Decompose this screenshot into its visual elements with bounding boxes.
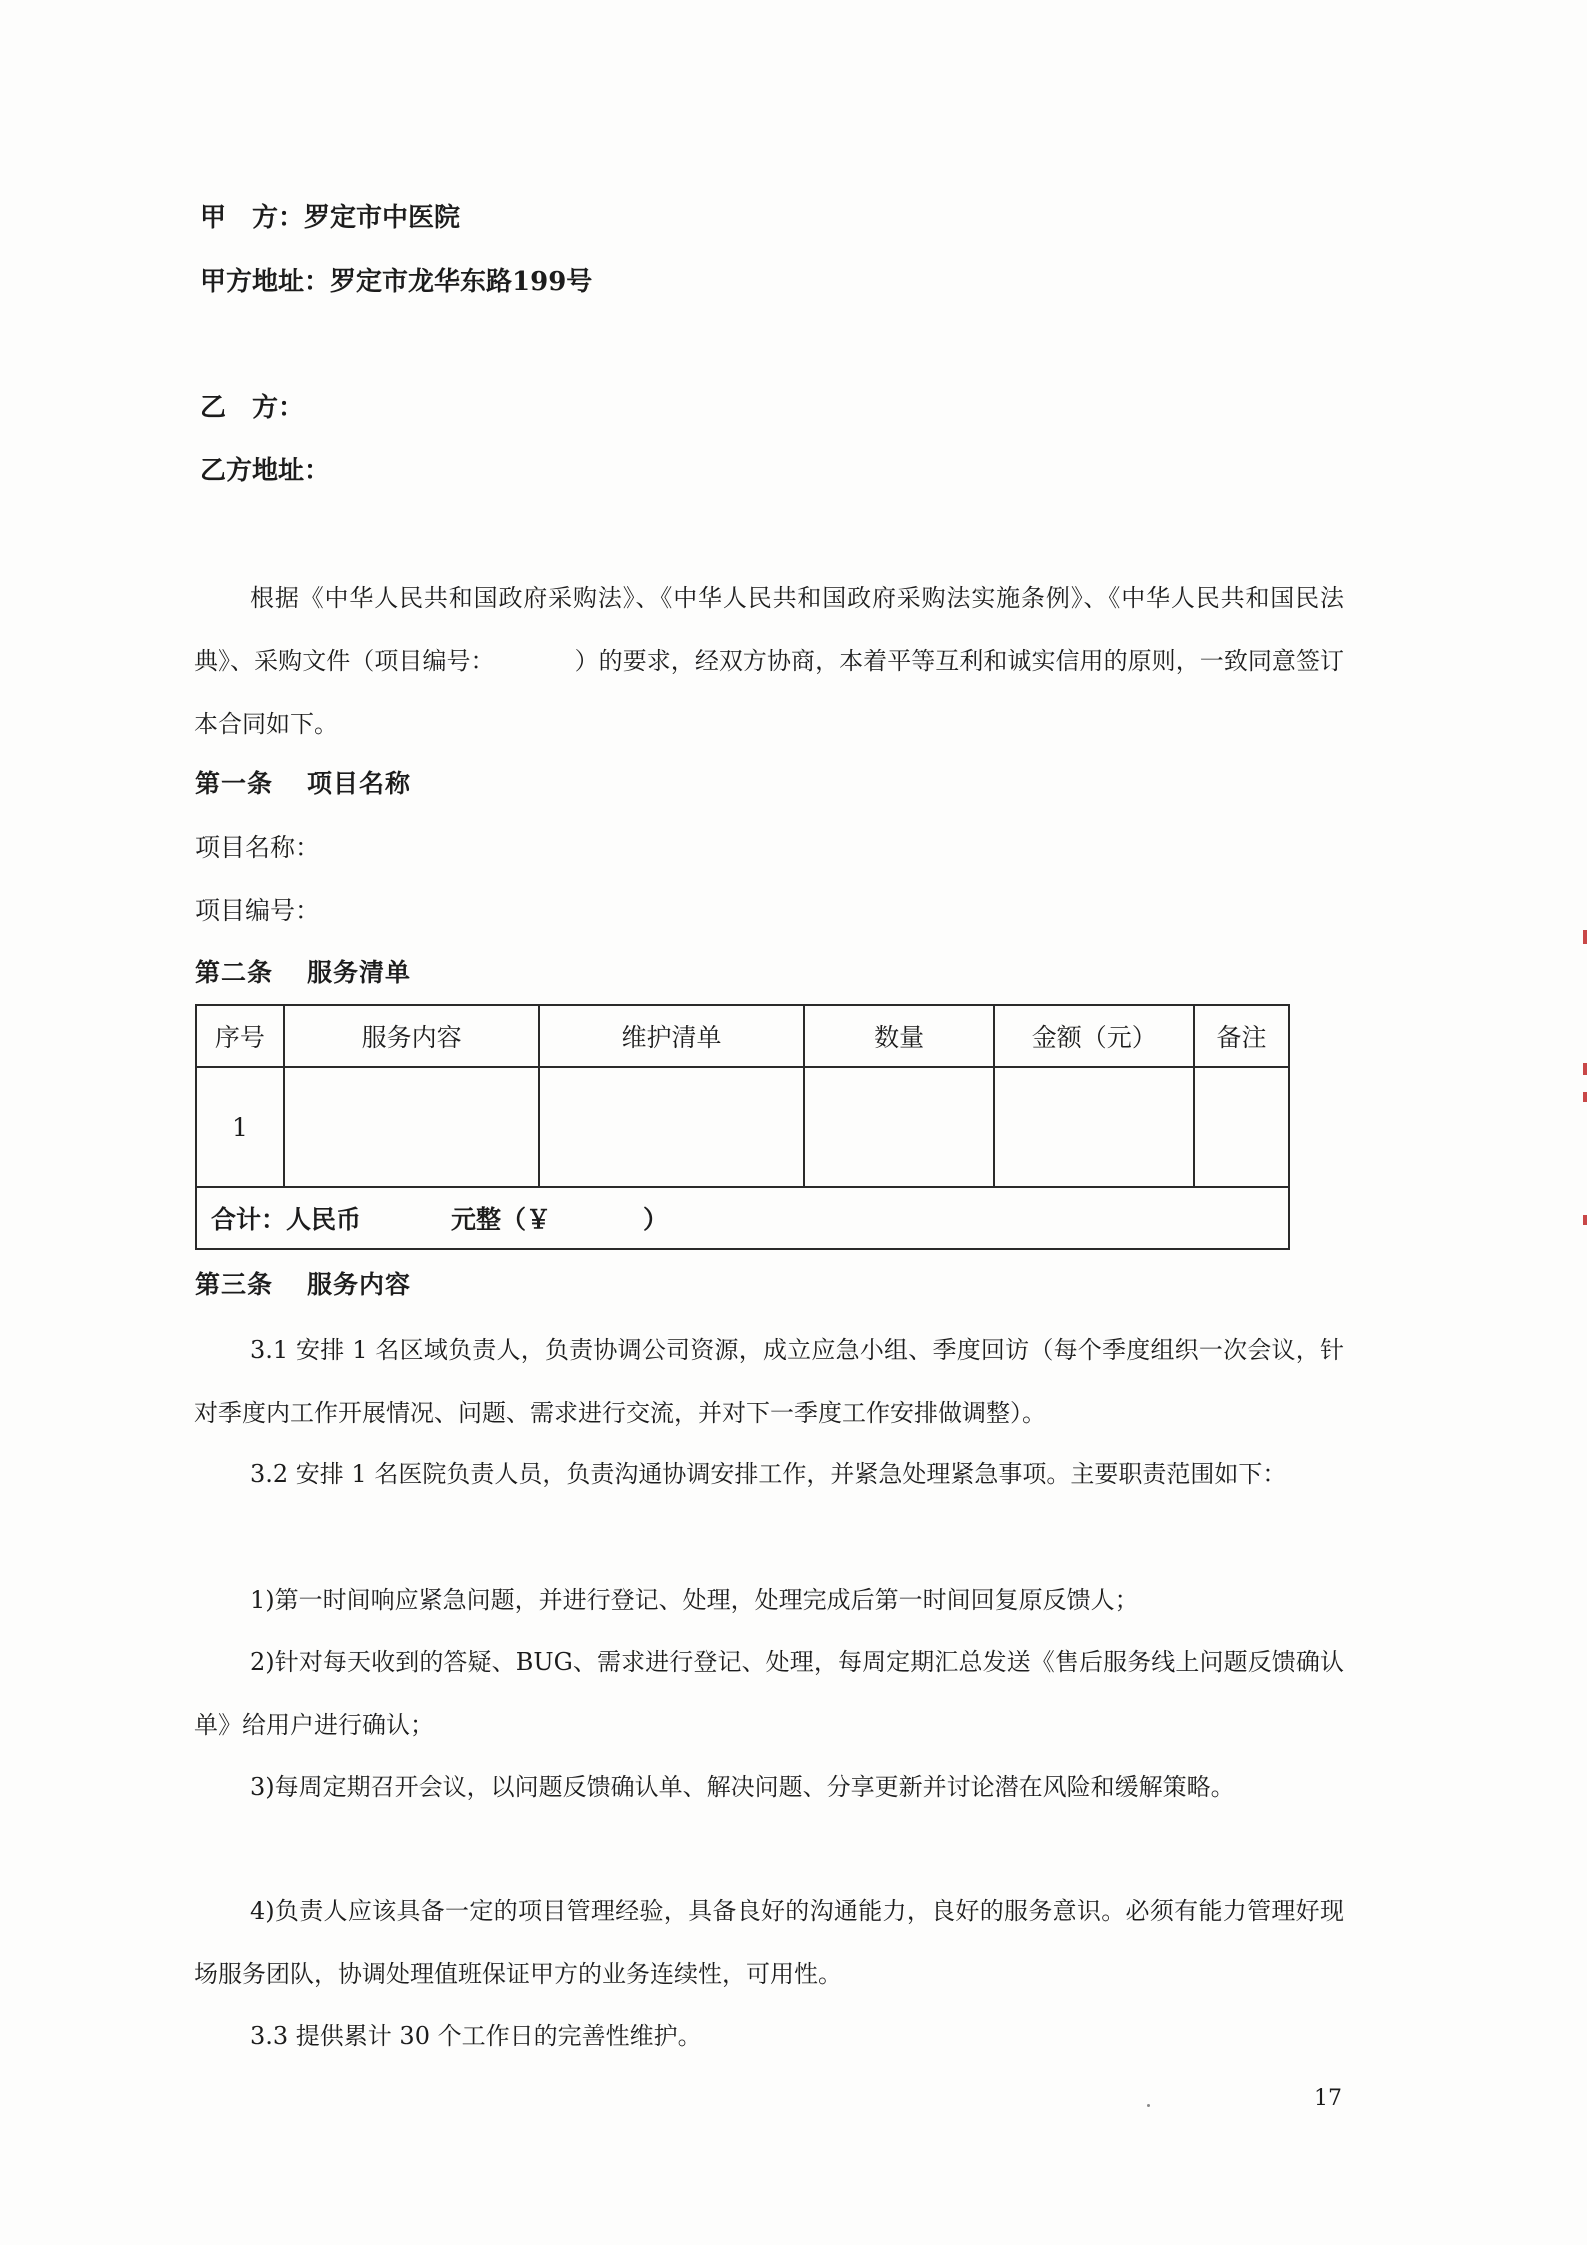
- article1-heading: [195, 766, 411, 802]
- header-cell: 维护清单: [539, 1005, 803, 1067]
- clause-3-2: 3.2 安排 1 名医院负责人员，负责沟通协调安排工作，并紧急处理紧急事项。主要职责范围如下：: [250, 1460, 1287, 1488]
- table-cell: [994, 1067, 1194, 1187]
- intro-part2: ）的要求，经双方协商，本着平等互利和诚实信用的原则，一致同意签订本合同如下。: [194, 647, 1344, 738]
- header-cell: 备注: [1194, 1005, 1289, 1067]
- party-a-line: [200, 200, 460, 236]
- clause-3-3: 3.3 提供累计 30 个工作日的完善性维护。: [250, 2022, 702, 2050]
- scan-dot: [1147, 2104, 1150, 2107]
- party-a-address-label: 甲方地址：: [200, 267, 331, 297]
- duty-item-1: 1)第一时间响应紧急问题，并进行登记、处理，处理完成后第一时间回复原反馈人；: [250, 1586, 1139, 1614]
- header-cell: 数量: [804, 1005, 995, 1067]
- intro-part1: 根据《中华人民共和国政府采购法》、《中华人民共和国政府采购法实施条例》、《中华人民共和国民法典》、采购文件（项目编号：: [194, 584, 1344, 675]
- duty-item-4: 4)负责人应该具备一定的项目管理经验，具备良好的沟通能力，良好的服务意识。必须有能力管理好现场服务团队，协调处理值班保证甲方的业务连续性，可用性。: [194, 1897, 1344, 1988]
- article1-title: 项目名称: [307, 769, 412, 798]
- article3-heading: [195, 1267, 411, 1303]
- article1-number: 第一条: [195, 769, 274, 798]
- scan-edge-mark: [1583, 930, 1587, 944]
- service-table: [195, 1004, 1290, 1250]
- duty-item-3: 3)每周定期召开会议，以问题反馈确认单、解决问题、分享更新并讨论潜在风险和缓解策略。: [250, 1773, 1235, 1801]
- party-a-address-line: [200, 264, 592, 300]
- header-cell: 序号: [196, 1005, 284, 1067]
- table-cell: [1194, 1067, 1289, 1187]
- clause-3-1: 3.1 安排 1 名区域负责人，负责协调公司资源，成立应急小组、季度回访（每个季度组织一次会议，针对季度内工作开展情况、问题、需求进行交流，并对下一季度工作安排做调整）。: [194, 1336, 1344, 1427]
- header-cell: 金额（元）: [994, 1005, 1194, 1067]
- table-cell: [284, 1067, 539, 1187]
- party-b-label: 乙 方：: [200, 393, 305, 423]
- intro-paragraph: [194, 567, 1344, 756]
- table-cell: [539, 1067, 803, 1187]
- total-mid: 元整（￥: [451, 1205, 552, 1234]
- article3-title: 服务内容: [307, 1270, 412, 1299]
- scan-edge-mark: [1583, 1063, 1587, 1075]
- article2-heading: [195, 955, 411, 991]
- article2-title: 服务清单: [307, 958, 412, 987]
- project-number-label: 项目编号：: [195, 896, 321, 925]
- table-total-row: [196, 1187, 1289, 1249]
- table-cell: [804, 1067, 995, 1187]
- party-a-address-value: 罗定市龙华东路199号: [330, 267, 593, 297]
- party-b-address-label: 乙方地址：: [200, 456, 331, 486]
- total-label: 合计：人民币: [211, 1205, 362, 1234]
- article2-number: 第二条: [195, 958, 274, 987]
- table-row: [196, 1067, 1289, 1187]
- table-cell: 1: [196, 1067, 284, 1187]
- party-a-value: 罗定市中医院: [304, 203, 461, 233]
- page-number: 17: [1314, 2086, 1342, 2111]
- scan-edge-mark: [1583, 1092, 1587, 1102]
- total-cell: [196, 1187, 1289, 1249]
- party-b-address-line: [200, 453, 330, 489]
- total-end: ）: [643, 1205, 669, 1234]
- scan-edge-mark: [1583, 1215, 1587, 1225]
- article3-number: 第三条: [195, 1270, 274, 1299]
- party-b-line: [200, 390, 304, 426]
- header-cell: 服务内容: [284, 1005, 539, 1067]
- project-name-label: 项目名称：: [195, 833, 321, 862]
- table-header-row: [196, 1005, 1289, 1067]
- duty-item-2: 2)针对每天收到的答疑、BUG、需求进行登记、处理，每周定期汇总发送《售后服务线上问题反馈确认单》给用户进行确认；: [194, 1648, 1344, 1739]
- party-a-label: 甲 方：: [200, 203, 305, 233]
